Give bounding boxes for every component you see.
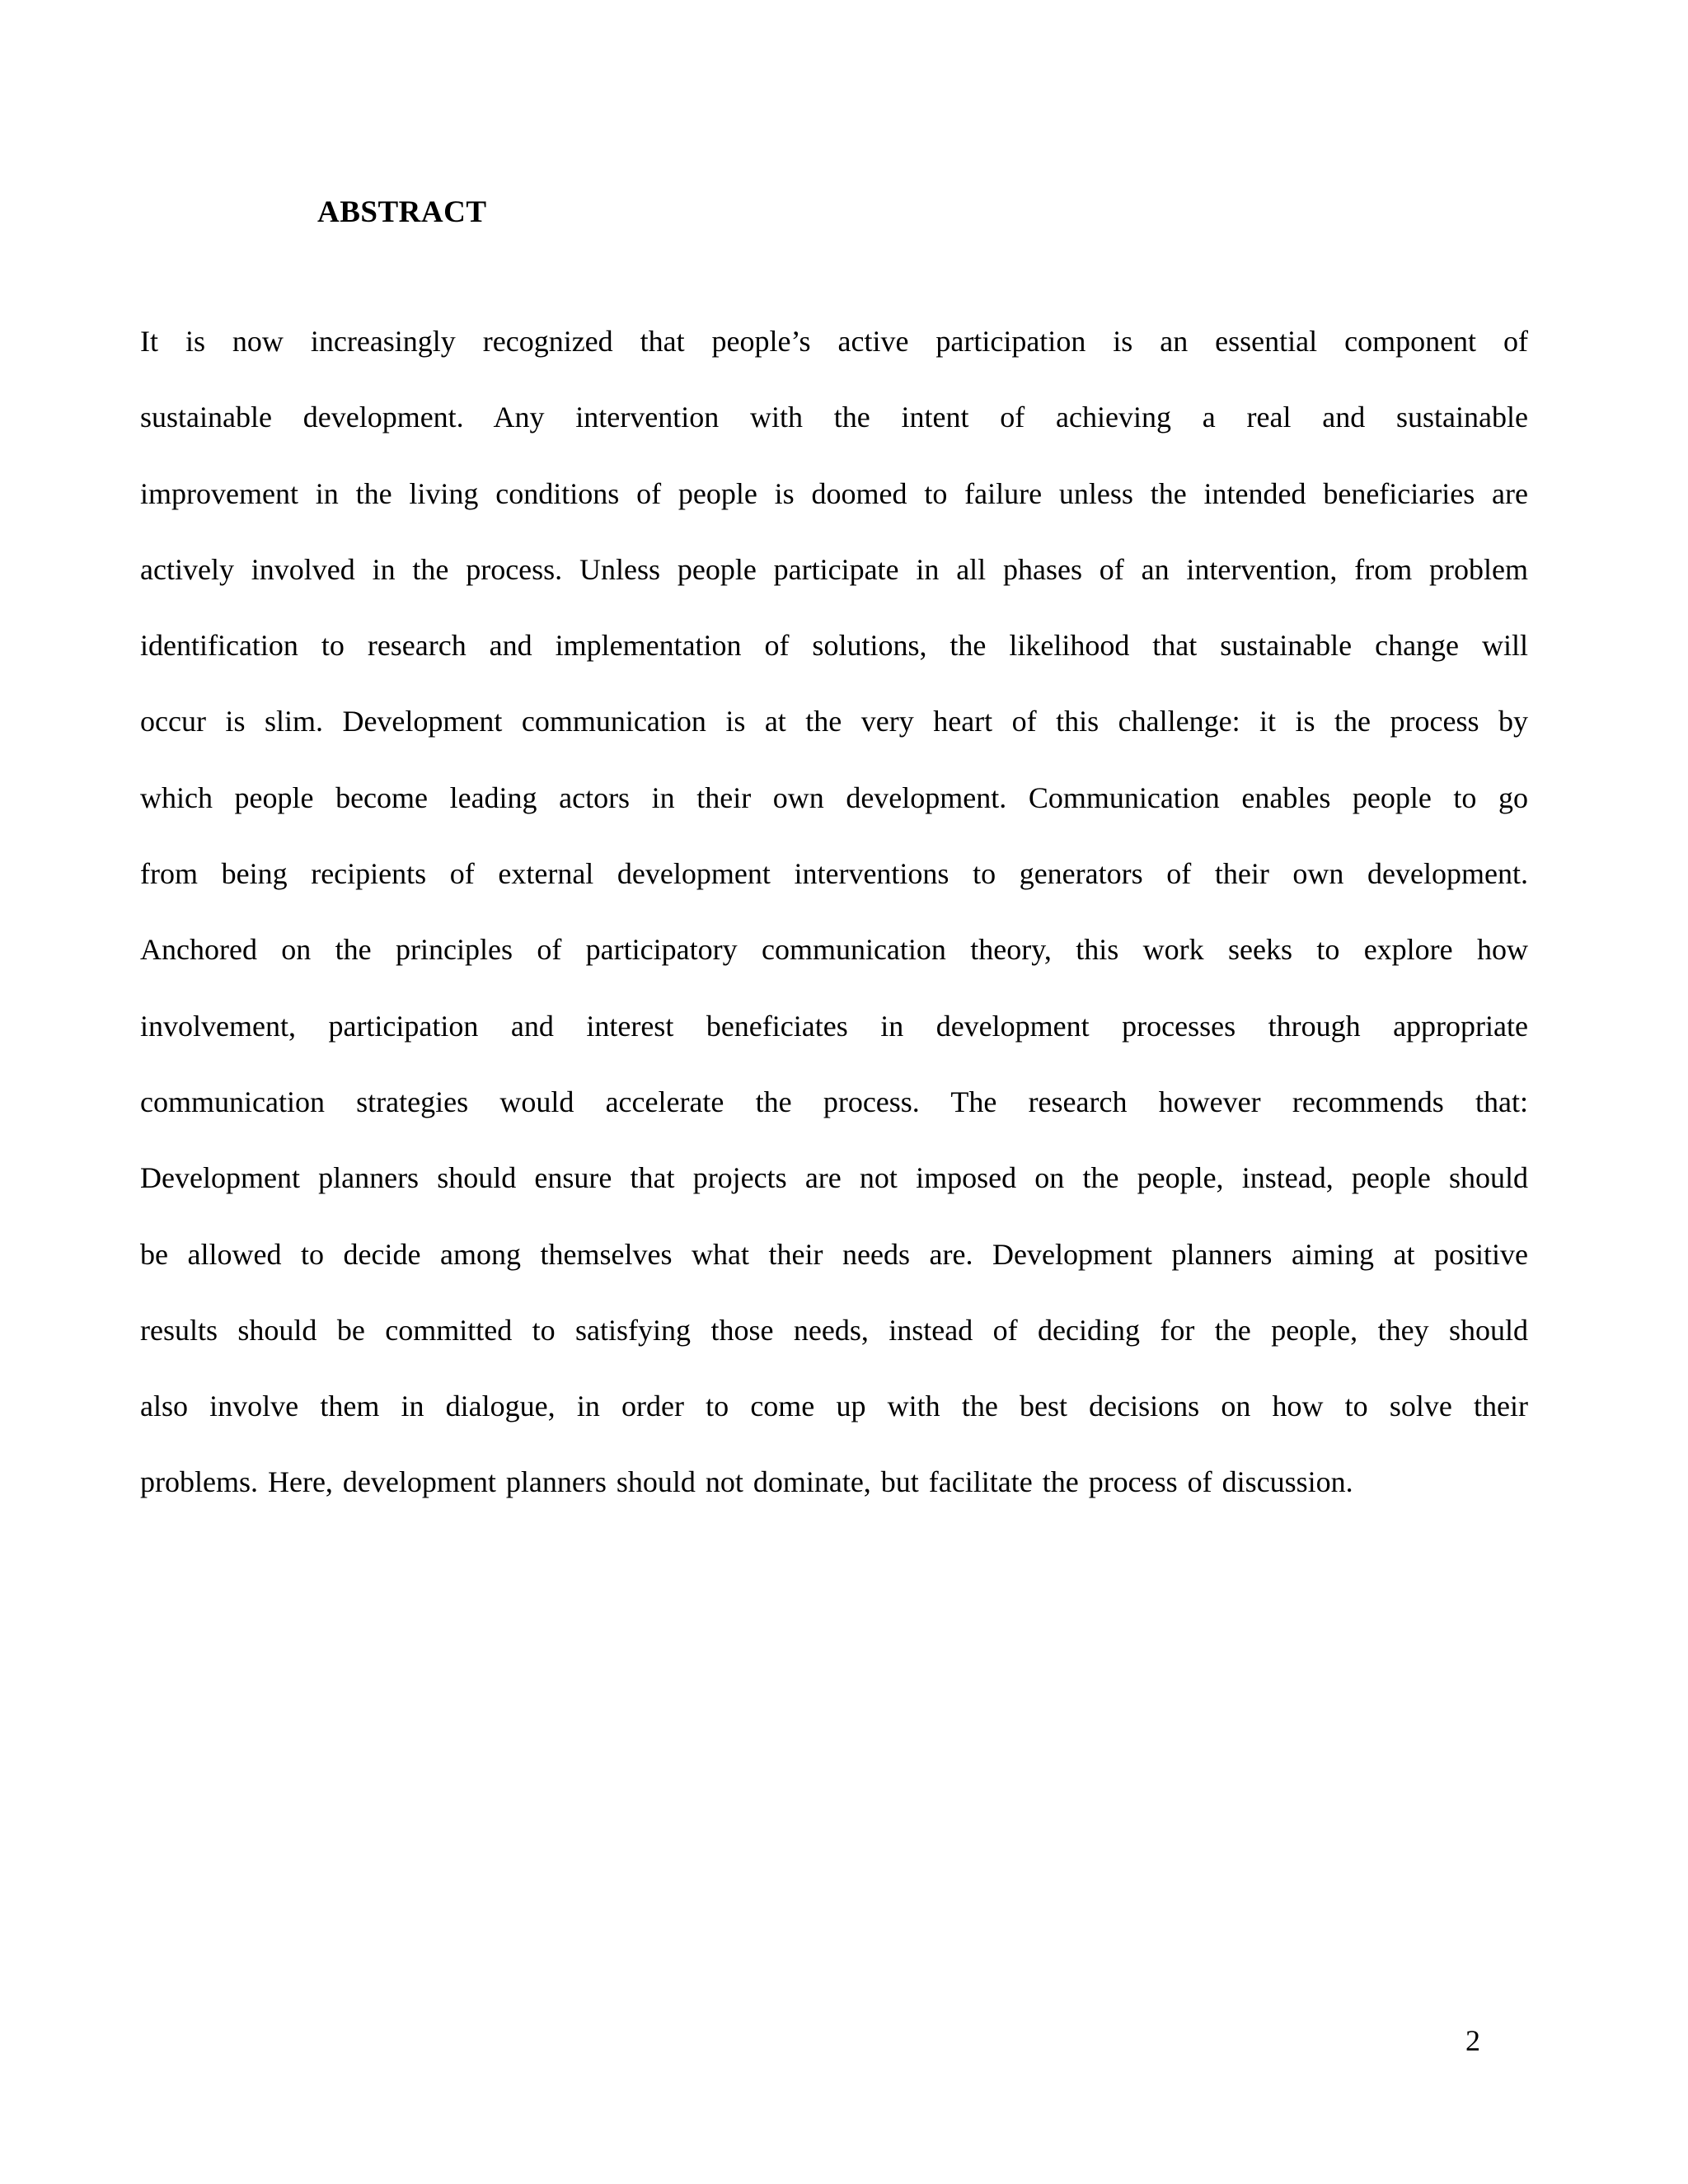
abstract-line: sustainable development. Any intervention with the intent of achieving a real and sustainable	[140, 401, 1528, 434]
abstract-line: also involve them in dialogue, in order to come up with the best decisions on how to solve their	[140, 1390, 1528, 1423]
abstract-heading: ABSTRACT	[317, 195, 487, 229]
abstract-body	[140, 316, 1528, 1534]
abstract-line: actively involved in the process. Unless people participate in all phases of an intervention, from problem	[140, 552, 1528, 586]
abstract-line-last: problems. Here, development planners should not dominate, but facilitate the process of discussion.	[140, 1465, 1353, 1499]
abstract-line: Development planners should ensure that projects are not imposed on the people, instead, people should	[140, 1161, 1528, 1195]
abstract-line: be allowed to decide among themselves what their needs are. Development planners aiming at positive	[140, 1237, 1528, 1271]
abstract-line: involvement, participation and interest beneficiates in development processes through appropriate	[140, 1009, 1528, 1043]
abstract-line: improvement in the living conditions of people is doomed to failure unless the intended beneficiaries are	[140, 476, 1528, 510]
abstract-line: occur is slim. Development communication is at the very heart of this challenge: it is the process by	[140, 705, 1528, 738]
abstract-line: communication strategies would accelerate the process. The research however recommends that:	[140, 1085, 1528, 1118]
abstract-line: which people become leading actors in their own development. Communication enables people to go	[140, 780, 1528, 814]
abstract-line: from being recipients of external development interventions to generators of their own development.	[140, 857, 1528, 891]
page-number: 2	[1465, 2024, 1480, 2057]
abstract-line: It is now increasingly recognized that people’s active participation is an essential component of	[140, 325, 1528, 358]
abstract-line: results should be committed to satisfying those needs, instead of deciding for the people, they should	[140, 1313, 1528, 1347]
abstract-line: identification to research and implementation of solutions, the likelihood that sustainable change will	[140, 629, 1528, 663]
abstract-line: Anchored on the principles of participatory communication theory, this work seeks to explore how	[140, 933, 1528, 967]
